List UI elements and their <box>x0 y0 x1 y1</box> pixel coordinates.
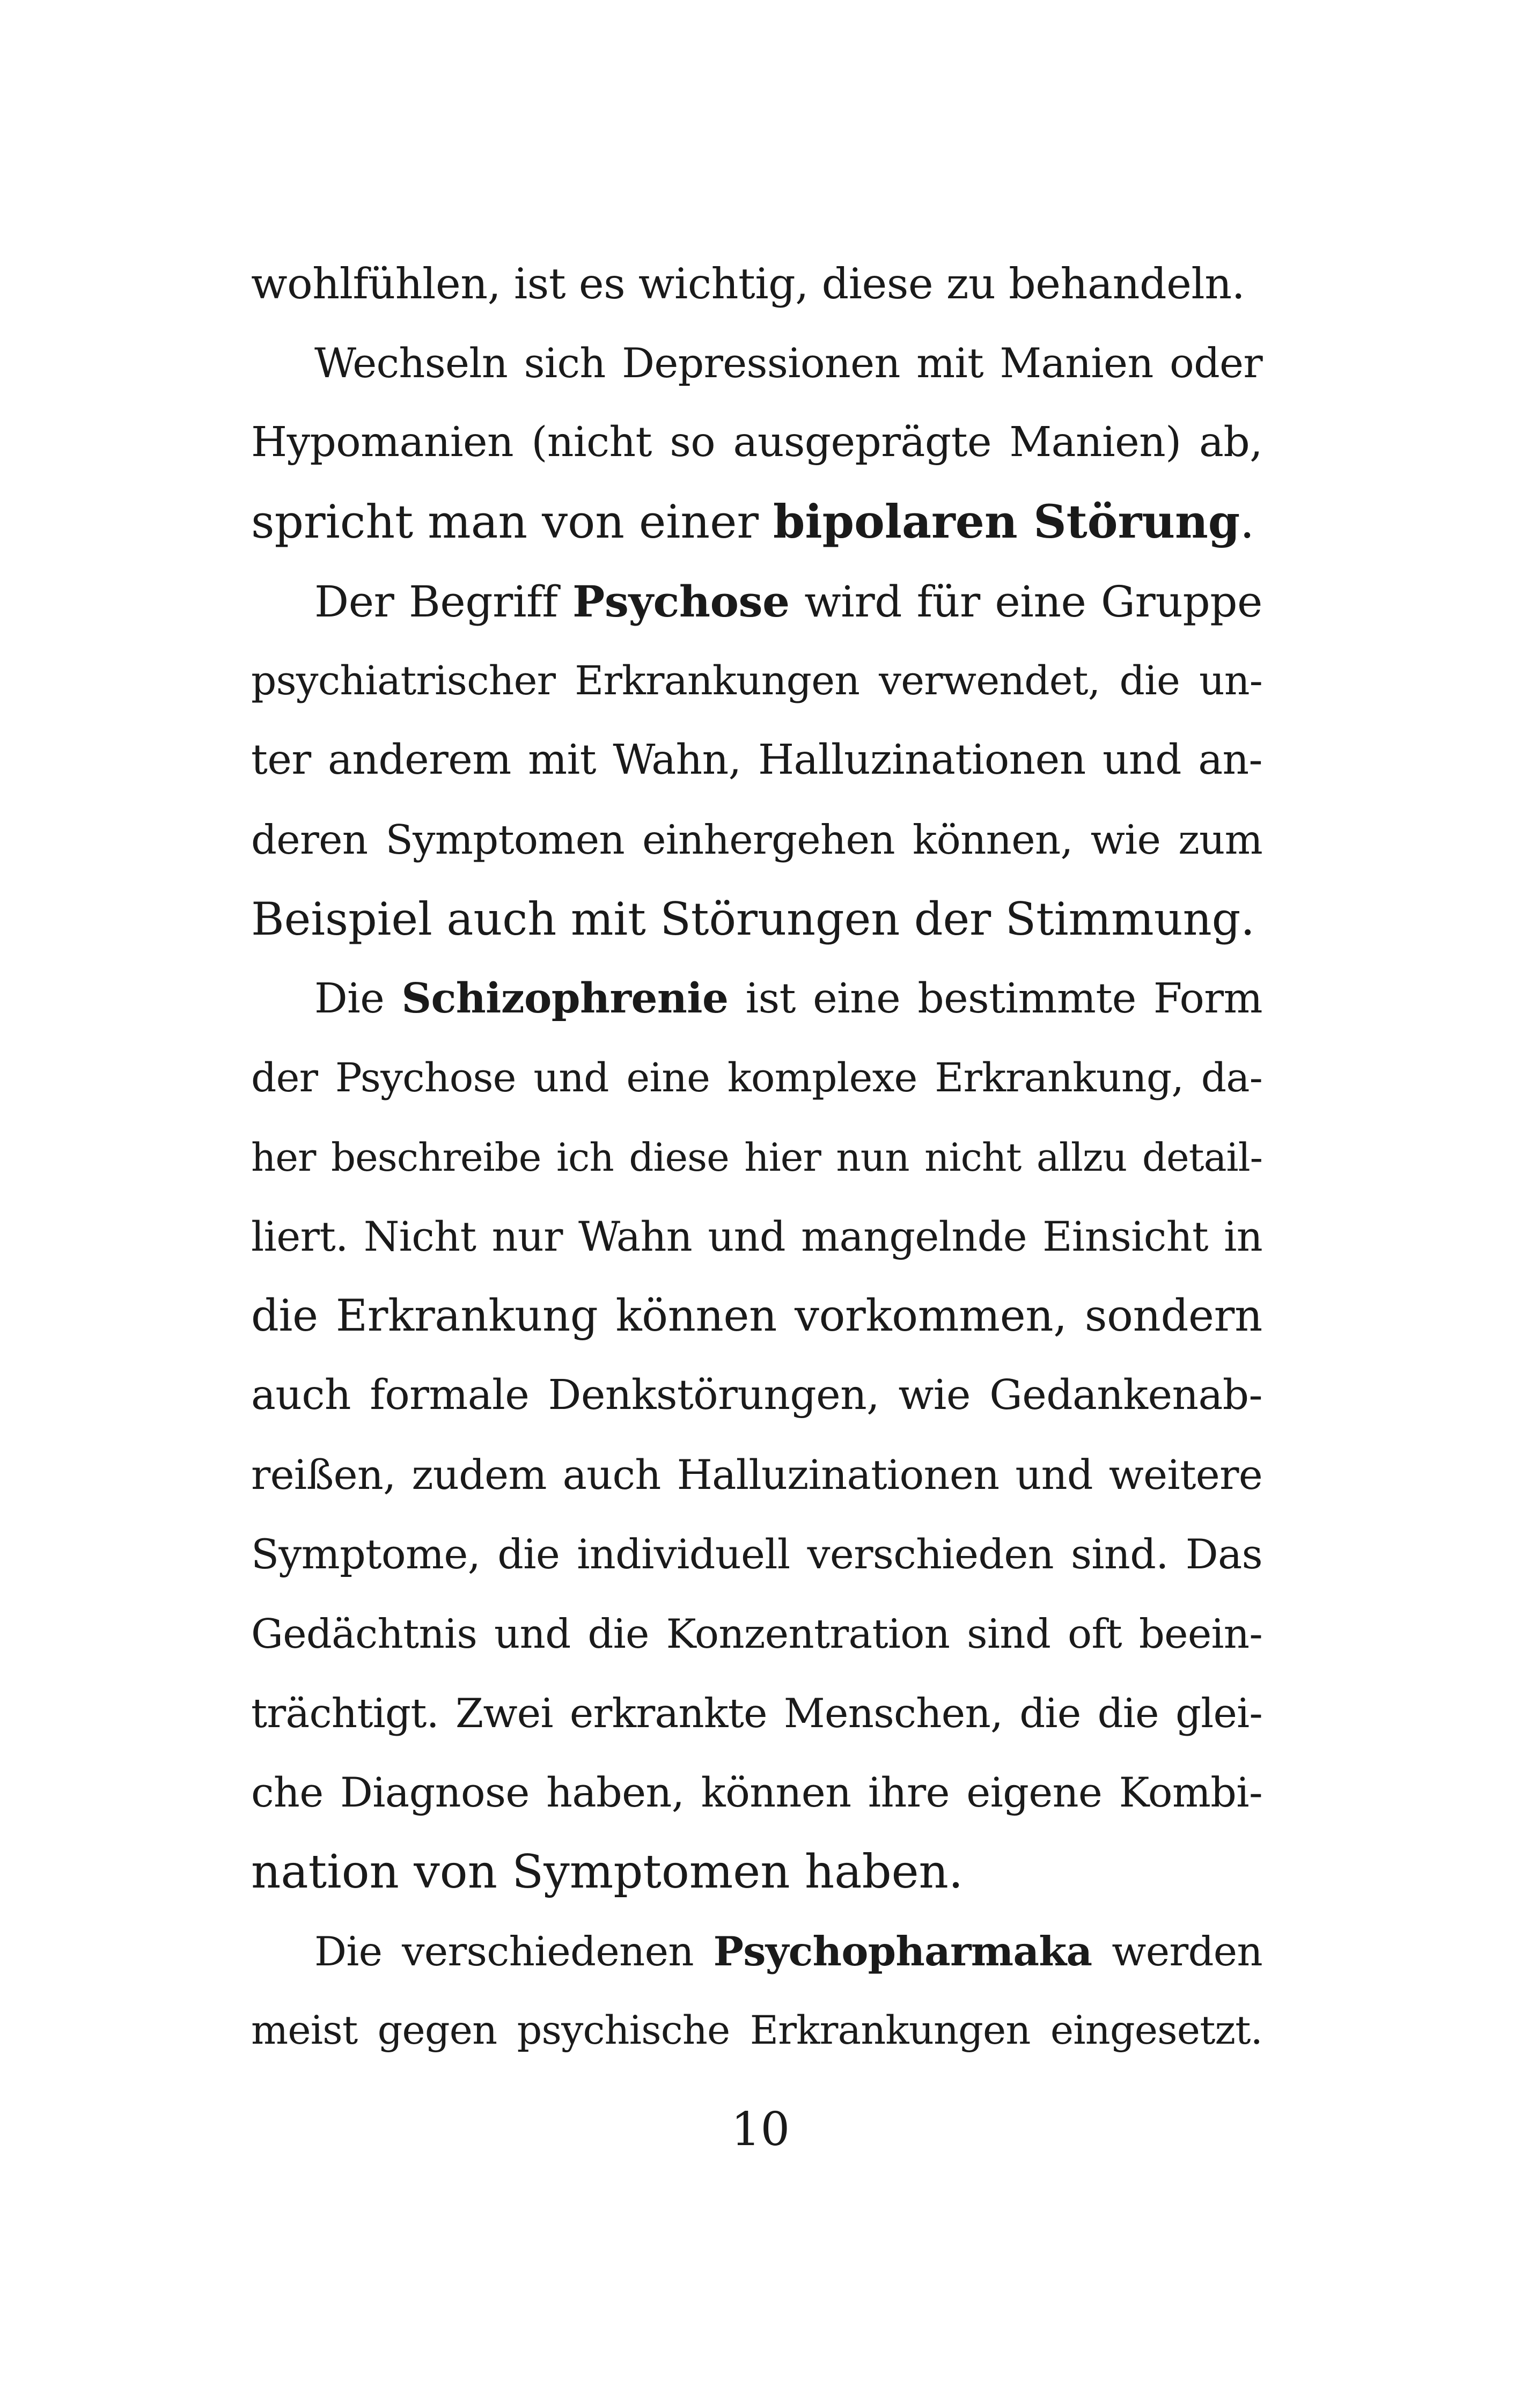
text-line <box>251 1912 1262 1991</box>
text-run: Der Begriff <box>314 577 573 627</box>
text-run: Gedächtnis und die Konzentration sind oft beein- <box>251 1610 1262 1657</box>
text-run: spricht man von einer <box>251 496 773 549</box>
text-run: ter anderem mit Wahn, Halluzinationen und an- <box>251 736 1262 784</box>
text-line <box>251 1435 1262 1515</box>
text-line <box>251 1356 1262 1435</box>
text-line <box>251 324 1262 403</box>
text-run: trächtigt. Zwei erkrankte Menschen, die die glei- <box>251 1690 1262 1737</box>
paragraph <box>251 562 1262 959</box>
text-run: wohlfühlen, ist es wichtig, diese zu behandeln. <box>251 259 1245 309</box>
text-run: Symptome, die individuell verschieden sind. Das <box>251 1530 1262 1578</box>
text-line <box>251 641 1262 721</box>
text-run: Die <box>314 975 402 1023</box>
text-run: che Diagnose haben, können ihre eigene Kombi- <box>251 1768 1262 1816</box>
text-line <box>251 482 1262 562</box>
text-line <box>251 1832 1262 1912</box>
text-run: Die verschiedenen <box>314 1928 714 1975</box>
bold-term: Psychopharmaka <box>713 1928 1092 1975</box>
text-line <box>251 800 1262 879</box>
paragraph <box>251 324 1262 562</box>
text-line <box>251 721 1262 800</box>
text-run: psychiatrischer Erkrankungen verwendet, die un- <box>251 658 1262 704</box>
text-run: . <box>1240 496 1255 549</box>
text-run: Wechseln sich Depressionen mit Manien oder <box>314 339 1262 387</box>
text-run: die Erkrankung können vorkommen, sondern <box>251 1291 1262 1341</box>
text-line <box>251 1515 1262 1594</box>
bold-term: bipolaren Störung <box>773 495 1240 549</box>
text-line <box>251 1276 1262 1356</box>
paragraph <box>251 1912 1262 2071</box>
text-run: her beschreibe ich diese hier nun nicht allzu detail- <box>251 1135 1262 1180</box>
bold-term: Schizophrenie <box>401 974 729 1023</box>
paragraph <box>251 244 1262 324</box>
bold-term: Psychose <box>572 576 790 627</box>
text-run: deren Symptomen einhergehen können, wie zum <box>251 816 1262 863</box>
text-line <box>251 403 1262 482</box>
text-line <box>251 1038 1262 1118</box>
text-run: liert. Nicht nur Wahn und mangelnde Einsicht in <box>251 1213 1262 1260</box>
paragraph <box>251 959 1262 1912</box>
body-text <box>251 244 1262 2071</box>
text-line <box>251 1118 1262 1197</box>
text-line <box>251 562 1262 641</box>
text-run: Hypomanien (nicht so ausgeprägte Manien) ab, <box>251 419 1262 466</box>
text-line <box>251 1197 1262 1276</box>
text-line <box>251 1991 1262 2071</box>
text-line <box>251 244 1262 324</box>
text-line <box>251 1594 1262 1673</box>
text-line <box>251 1753 1262 1832</box>
text-run: nation von Symptomen haben. <box>251 1845 964 1899</box>
text-line <box>251 879 1262 959</box>
text-run: ist eine bestimmte Form <box>728 975 1262 1023</box>
text-run: reißen, zudem auch Halluzinationen und weitere <box>251 1451 1262 1499</box>
text-run: wird für eine Gruppe <box>789 577 1262 627</box>
text-run: werden <box>1092 1928 1262 1975</box>
text-line <box>251 1673 1262 1753</box>
text-line <box>251 959 1262 1038</box>
page-number: 10 <box>731 2103 790 2156</box>
text-run: Beispiel auch mit Störungen der Stimmung. <box>251 893 1255 945</box>
text-run: meist gegen psychische Erkrankungen eingesetzt. <box>251 2008 1262 2053</box>
text-run: auch formale Denkstörungen, wie Gedankenab- <box>251 1371 1262 1419</box>
text-run: der Psychose und eine komplexe Erkrankung, da- <box>251 1055 1262 1101</box>
